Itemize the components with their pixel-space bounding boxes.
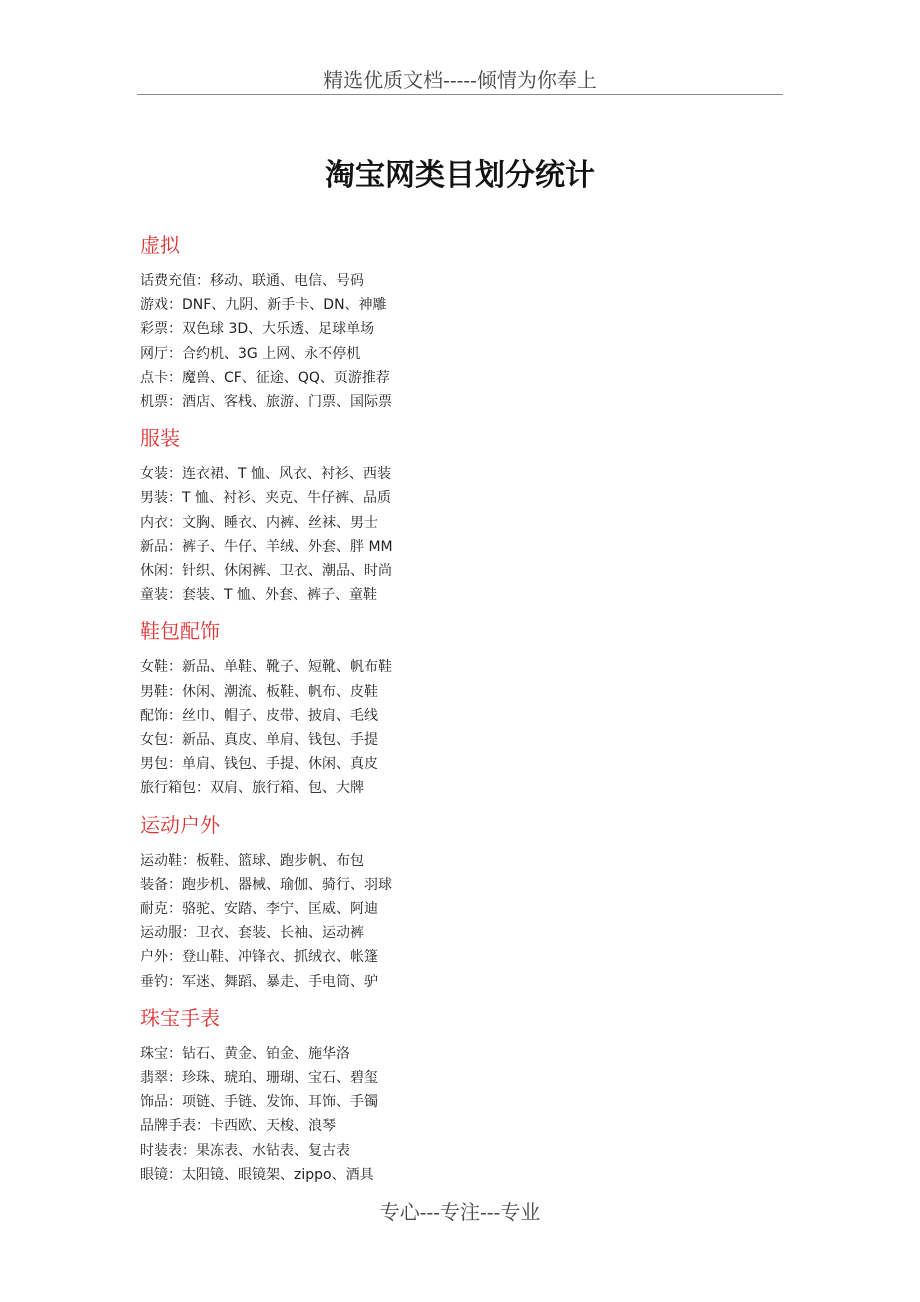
- section-clothing: [140, 424, 780, 607]
- list-item: 休闲：针织、休闲裤、卫衣、潮品、时尚: [140, 563, 392, 580]
- list-item: 饰品：项链、手链、发饰、耳饰、手镯: [140, 1094, 378, 1111]
- section-heading: 鞋包配饰: [140, 619, 220, 644]
- list-item: 彩票：双色球 3D、大乐透、足球单场: [140, 321, 375, 338]
- list-item: 户外：登山鞋、冲锋衣、抓绒衣、帐篷: [140, 949, 378, 966]
- list-item: 旅行箱包：双肩、旅行箱、包、大牌: [140, 780, 364, 797]
- list-item: 装备：跑步机、器械、瑜伽、骑行、羽球: [140, 876, 392, 893]
- list-item: 游戏：DNF、九阴、新手卡、DN、神雕: [140, 297, 387, 314]
- list-item: 女装：连衣裙、T 恤、风衣、衬衫、西装: [140, 466, 392, 483]
- list-item: 机票：酒店、客栈、旅游、门票、国际票: [140, 394, 392, 411]
- section-heading: 虚拟: [140, 233, 180, 257]
- list-item: 珠宝：钻石、黄金、铂金、施华洛: [140, 1045, 350, 1062]
- list-item: 网厅：合约机、3G 上网、永不停机: [140, 345, 361, 362]
- page-footer: 专心---专注---专业: [379, 1200, 541, 1224]
- list-item: 童装：套装、T 恤、外套、裤子、童鞋: [140, 587, 378, 604]
- list-item: 男鞋：休闲、潮流、板鞋、帆布、皮鞋: [140, 683, 378, 700]
- section-heading: 运动户外: [140, 812, 220, 837]
- list-item: 运动鞋：板鞋、篮球、跑步帆、布包: [140, 852, 364, 869]
- list-item: 品牌手表：卡西欧、天梭、浪琴: [140, 1118, 336, 1135]
- header-divider: [137, 94, 783, 95]
- list-item: 点卡：魔兽、CF、征途、QQ、页游推荐: [140, 369, 390, 386]
- list-item: 时装表：果冻表、水钻表、复古表: [140, 1142, 350, 1159]
- section-heading: 服装: [140, 426, 180, 451]
- section-heading: 珠宝手表: [140, 1005, 220, 1030]
- list-item: 男装：T 恤、衬衫、夹克、牛仔裤、品质: [140, 490, 392, 507]
- list-item: 新品：裤子、牛仔、羊绒、外套、胖 MM: [140, 538, 393, 555]
- list-item: 男包：单肩、钱包、手提、休闲、真皮: [140, 756, 378, 773]
- list-item: 耐克：骆驼、安踏、李宁、匡威、阿迪: [140, 901, 378, 918]
- document-title: 淘宝网类目划分统计: [325, 158, 595, 193]
- list-item: 垂钓：军迷、舞蹈、暴走、手电筒、驴: [140, 973, 378, 990]
- document-body: [140, 231, 780, 1187]
- section-virtual: [140, 231, 780, 414]
- section-sports-outdoor: [140, 811, 780, 994]
- list-item: 女包：新品、真皮、单肩、钱包、手提: [140, 732, 378, 749]
- list-item: 话费充值：移动、联通、电信、号码: [140, 273, 364, 289]
- list-item: 配饰：丝巾、帽子、皮带、披肩、毛线: [140, 707, 378, 724]
- list-item: 翡翠：珍珠、琥珀、珊瑚、宝石、碧玺: [140, 1070, 378, 1087]
- list-item: 女鞋：新品、单鞋、靴子、短靴、帆布鞋: [140, 659, 392, 676]
- section-jewelry-watches: [140, 1004, 780, 1187]
- section-shoes-bags: [140, 617, 780, 800]
- page-header: 精选优质文档-----倾情为你奉上: [323, 68, 597, 92]
- list-item: 运动服：卫衣、套装、长袖、运动裤: [140, 925, 364, 942]
- list-item: 内衣：文胸、睡衣、内裤、丝袜、男士: [140, 514, 378, 531]
- list-item: 眼镜：太阳镜、眼镜架、zippo、酒具: [140, 1166, 374, 1183]
